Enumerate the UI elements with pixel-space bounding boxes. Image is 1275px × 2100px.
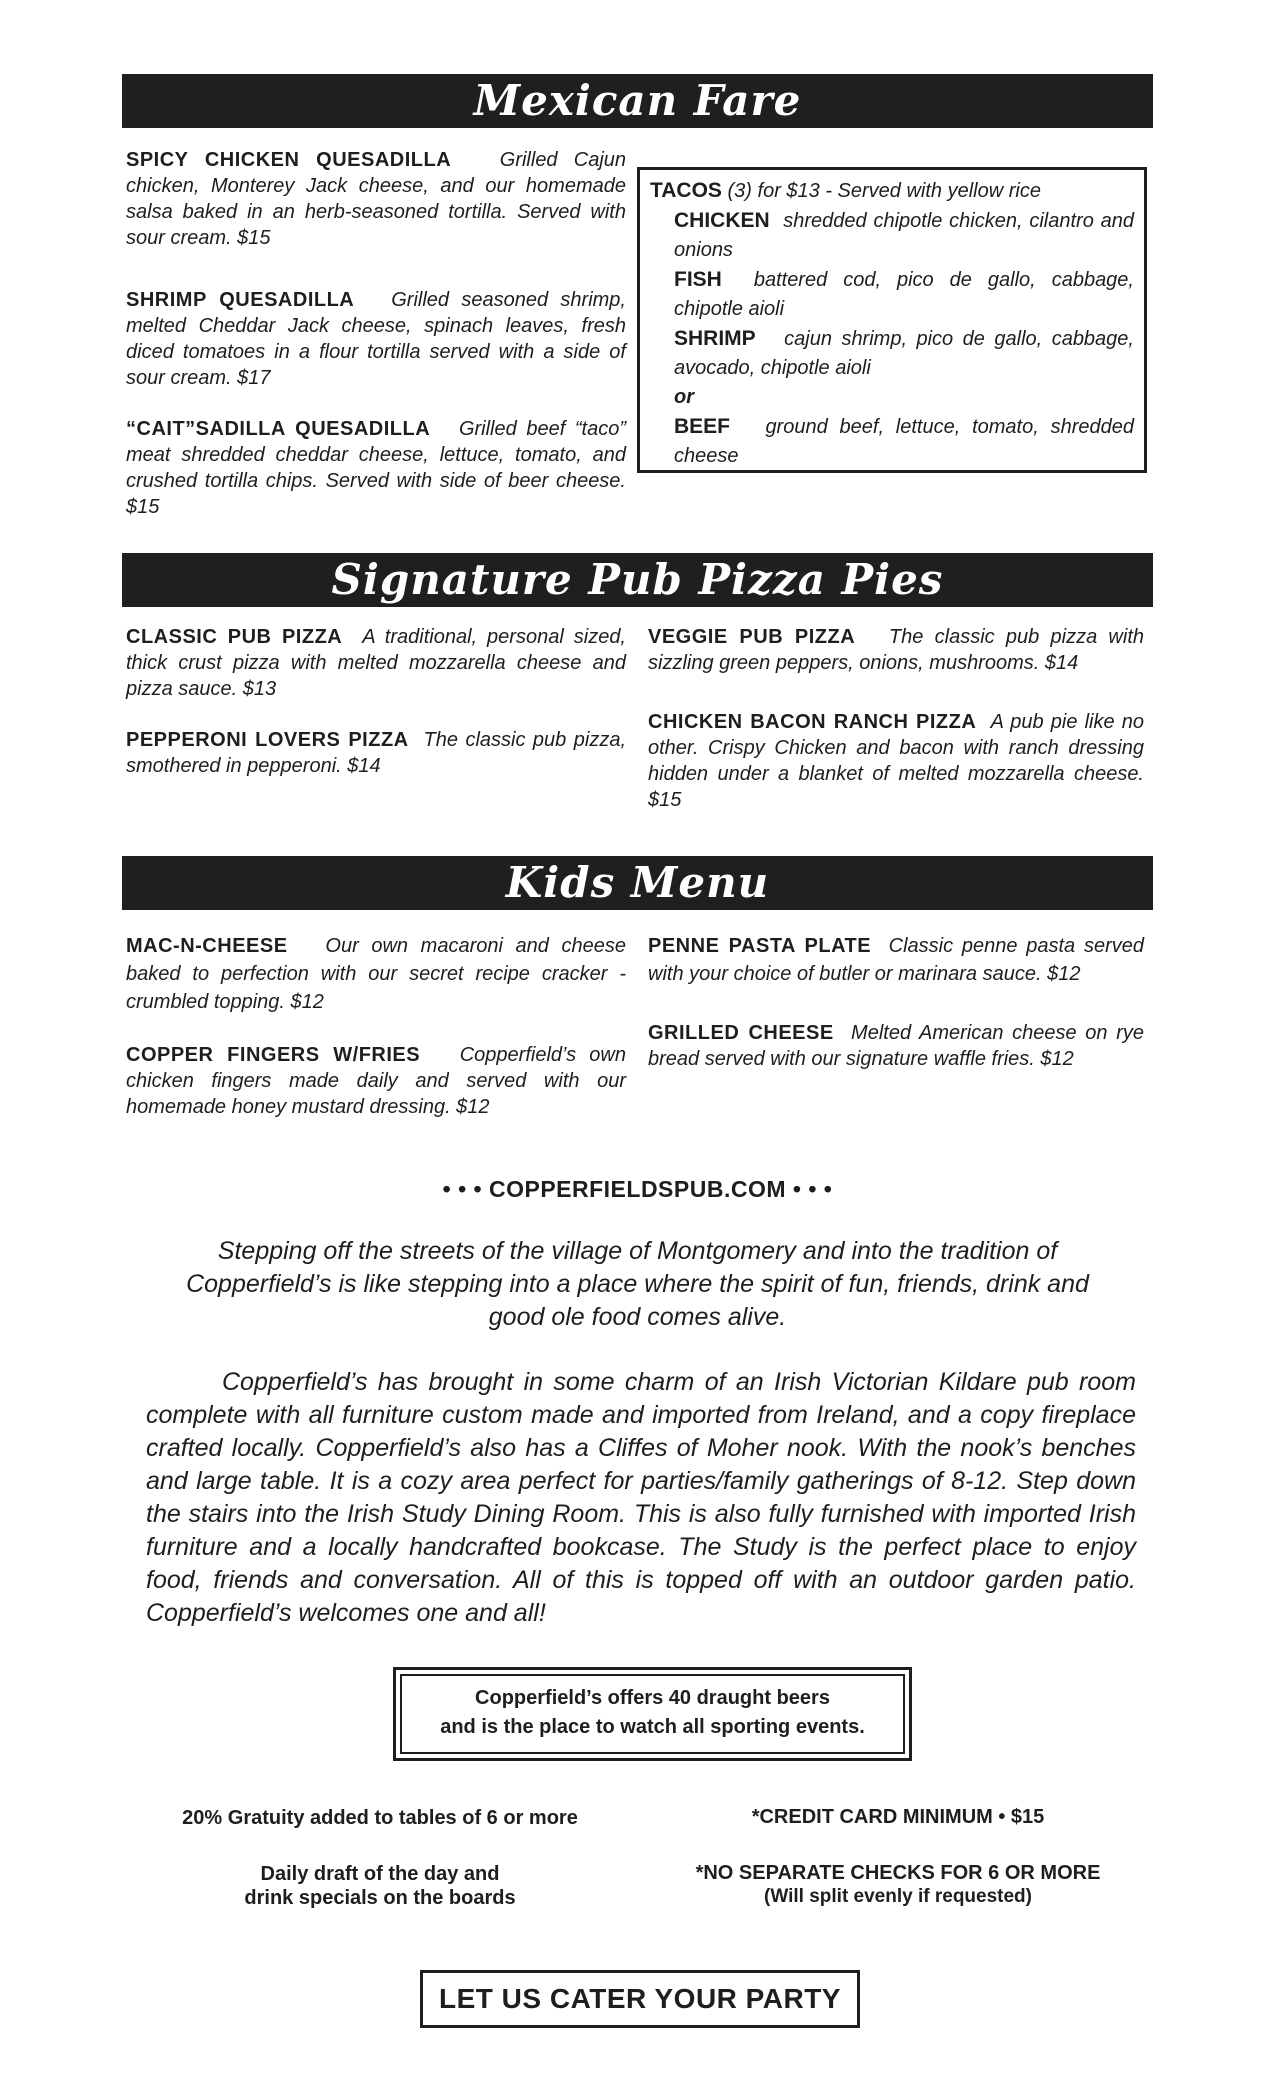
menu-item-mac-n-cheese [126, 932, 626, 1016]
taco-option-shrimp [650, 324, 1134, 383]
menu-item-name: CHICKEN BACON RANCH PIZZA [648, 711, 977, 733]
menu-item-caitsadilla-quesadilla [126, 416, 626, 520]
menu-item-description: Our own macaroni and cheese baked to perfection with our secret recipe cracker - crumbled topping. $12 [126, 935, 627, 1013]
menu-item-description: A pub pie like no other. Crispy Chicken and bacon with ranch dressing hidden under a blanket of melted mozzarella cheese. $15 [648, 711, 1144, 811]
menu-item-name: “CAIT”SADILLA QUESADILLA [126, 418, 431, 440]
menu-item-description: Copperfield’s own chicken fingers made daily and served with our homemade honey mustard dressing. $12 [126, 1044, 626, 1118]
menu-item-name: MAC-N-CHEESE [126, 935, 288, 957]
taco-option-description: shredded chipotle chicken, cilantro and onions [674, 210, 1134, 261]
menu-item-grilled-cheese [648, 1020, 1144, 1072]
taco-option-name: FISH [674, 268, 722, 291]
section-header-mexican-fare: Mexican Fare [122, 74, 1153, 128]
menu-item-description: Grilled beef “taco” meat shredded cheddar cheese, lettuce, tomato, and crushed tortilla chips. Served with side of beer cheese. $15 [126, 418, 626, 518]
checks-note-line: *NO SEPARATE CHECKS FOR 6 OR MORE [695, 1862, 1101, 1884]
menu-item-name: PEPPERONI LOVERS PIZZA [126, 729, 409, 751]
website-link[interactable]: • • • COPPERFIELDSPUB.COM • • • [442, 1176, 833, 1202]
menu-item-description: Melted American cheese on rye bread served with our signature waffle fries. $12 [648, 1022, 1145, 1070]
menu-item-shrimp-quesadilla [126, 287, 626, 391]
tacos-box [637, 167, 1147, 473]
draft-note-line: Daily draft of the day and [260, 1863, 500, 1885]
taco-option-name: BEEF [674, 415, 731, 438]
menu-item-classic-pub-pizza [126, 624, 626, 702]
checks-note-subline: (Will split evenly if requested) [764, 1886, 1032, 1907]
menu-item-name: VEGGIE PUB PIZZA [648, 626, 856, 648]
taco-option-chicken [650, 206, 1134, 265]
separate-checks-note [648, 1861, 1148, 1909]
intro-paragraph: Stepping off the streets of the village of Montgomery and into the tradition of Copperfield’s is like stepping into a place where the spirit of fun, friends, drink and good ole food comes alive. [186, 1237, 1089, 1331]
beer-callout-line: and is the place to watch all sporting events. [440, 1716, 865, 1738]
menu-item-name: SPICY CHICKEN QUESADILLA [126, 149, 452, 171]
taco-option-description: battered cod, pico de gallo, cabbage, chipotle aioli [674, 269, 1134, 320]
beer-callout-line: Copperfield’s offers 40 draught beers [475, 1687, 830, 1709]
taco-option-beef [650, 412, 1134, 471]
about-paragraph: Copperfield’s has brought in some charm of an Irish Victorian Kildare pub room complete with all furniture custom made and imported from Ireland, and a copy fireplace crafted locally. Copperfield’s also has a Cliffes of Moher nook. With the nook’s benches and large table. It is a cozy area perfect for parties/family gatherings of 8-12. Step down the stairs into the Irish Study Dining Room. This is also fully furnished with imported Irish furniture and a locally handcrafted bookcase. The Study is the perfect place to enjoy food, friends and conversation. All of this is topped off with an outdoor garden patio. Copperfield’s welcomes one and all! [146, 1368, 1136, 1627]
taco-option-description: cajun shrimp, pico de gallo, cabbage, avocado, chipotle aioli [674, 328, 1134, 379]
tacos-subtitle: (3) for $13 - Served with yellow rice [727, 180, 1041, 202]
taco-option-fish [650, 265, 1134, 324]
menu-item-description: Classic penne pasta served with your choice of butler or marinara sauce. $12 [648, 935, 1144, 985]
taco-option-name: CHICKEN [674, 209, 770, 232]
section-header-kids-menu: Kids Menu [122, 856, 1153, 910]
beer-callout-inner [400, 1674, 905, 1754]
menu-item-description: Grilled seasoned shrimp, melted Cheddar Jack cheese, spinach leaves, fresh diced tomatoes in a flour tortilla served with a side of sour cream. $17 [126, 289, 626, 389]
menu-item-veggie-pub-pizza [648, 624, 1144, 676]
cater-party-banner: LET US CATER YOUR PARTY [420, 1970, 860, 2028]
menu-item-name: PENNE PASTA PLATE [648, 935, 872, 957]
taco-option-name: SHRIMP [674, 327, 756, 350]
menu-item-name: SHRIMP QUESADILLA [126, 289, 355, 311]
menu-item-name: COPPER FINGERS W/FRIES [126, 1044, 421, 1066]
menu-item-chicken-bacon-ranch-pizza [648, 709, 1144, 813]
credit-card-note: *CREDIT CARD MINIMUM • $15 [751, 1806, 1045, 1828]
tacos-title: TACOS [650, 179, 722, 202]
menu-item-pepperoni-lovers-pizza [126, 727, 626, 779]
menu-item-description: The classic pub pizza, smothered in pepperoni. $14 [126, 729, 626, 777]
menu-item-name: CLASSIC PUB PIZZA [126, 626, 343, 648]
taco-or-label: or [674, 386, 694, 408]
gratuity-note: 20% Gratuity added to tables of 6 or more [182, 1807, 578, 1829]
menu-item-name: GRILLED CHEESE [648, 1022, 834, 1044]
draft-note-line: drink specials on the boards [244, 1887, 516, 1909]
taco-option-description: ground beef, lettuce, tomato, shredded cheese [674, 416, 1134, 467]
menu-item-copper-fingers [126, 1042, 626, 1120]
menu-item-description: Grilled Cajun chicken, Monterey Jack cheese, and our homemade salsa baked in an herb-seasoned tortilla. Served with sour cream. $15 [126, 149, 627, 249]
menu-item-description: The classic pub pizza with sizzling green peppers, onions, mushrooms. $14 [648, 626, 1144, 674]
menu-item-description: A traditional, personal sized, thick crust pizza with melted mozzarella cheese and pizza sauce. $13 [126, 626, 626, 700]
beer-callout-box [393, 1667, 912, 1761]
draft-specials-note [130, 1862, 630, 1910]
section-header-pizza: Signature Pub Pizza Pies [122, 553, 1153, 607]
menu-item-penne-pasta-plate [648, 932, 1144, 988]
menu-item-spicy-chicken-quesadilla [126, 147, 626, 251]
